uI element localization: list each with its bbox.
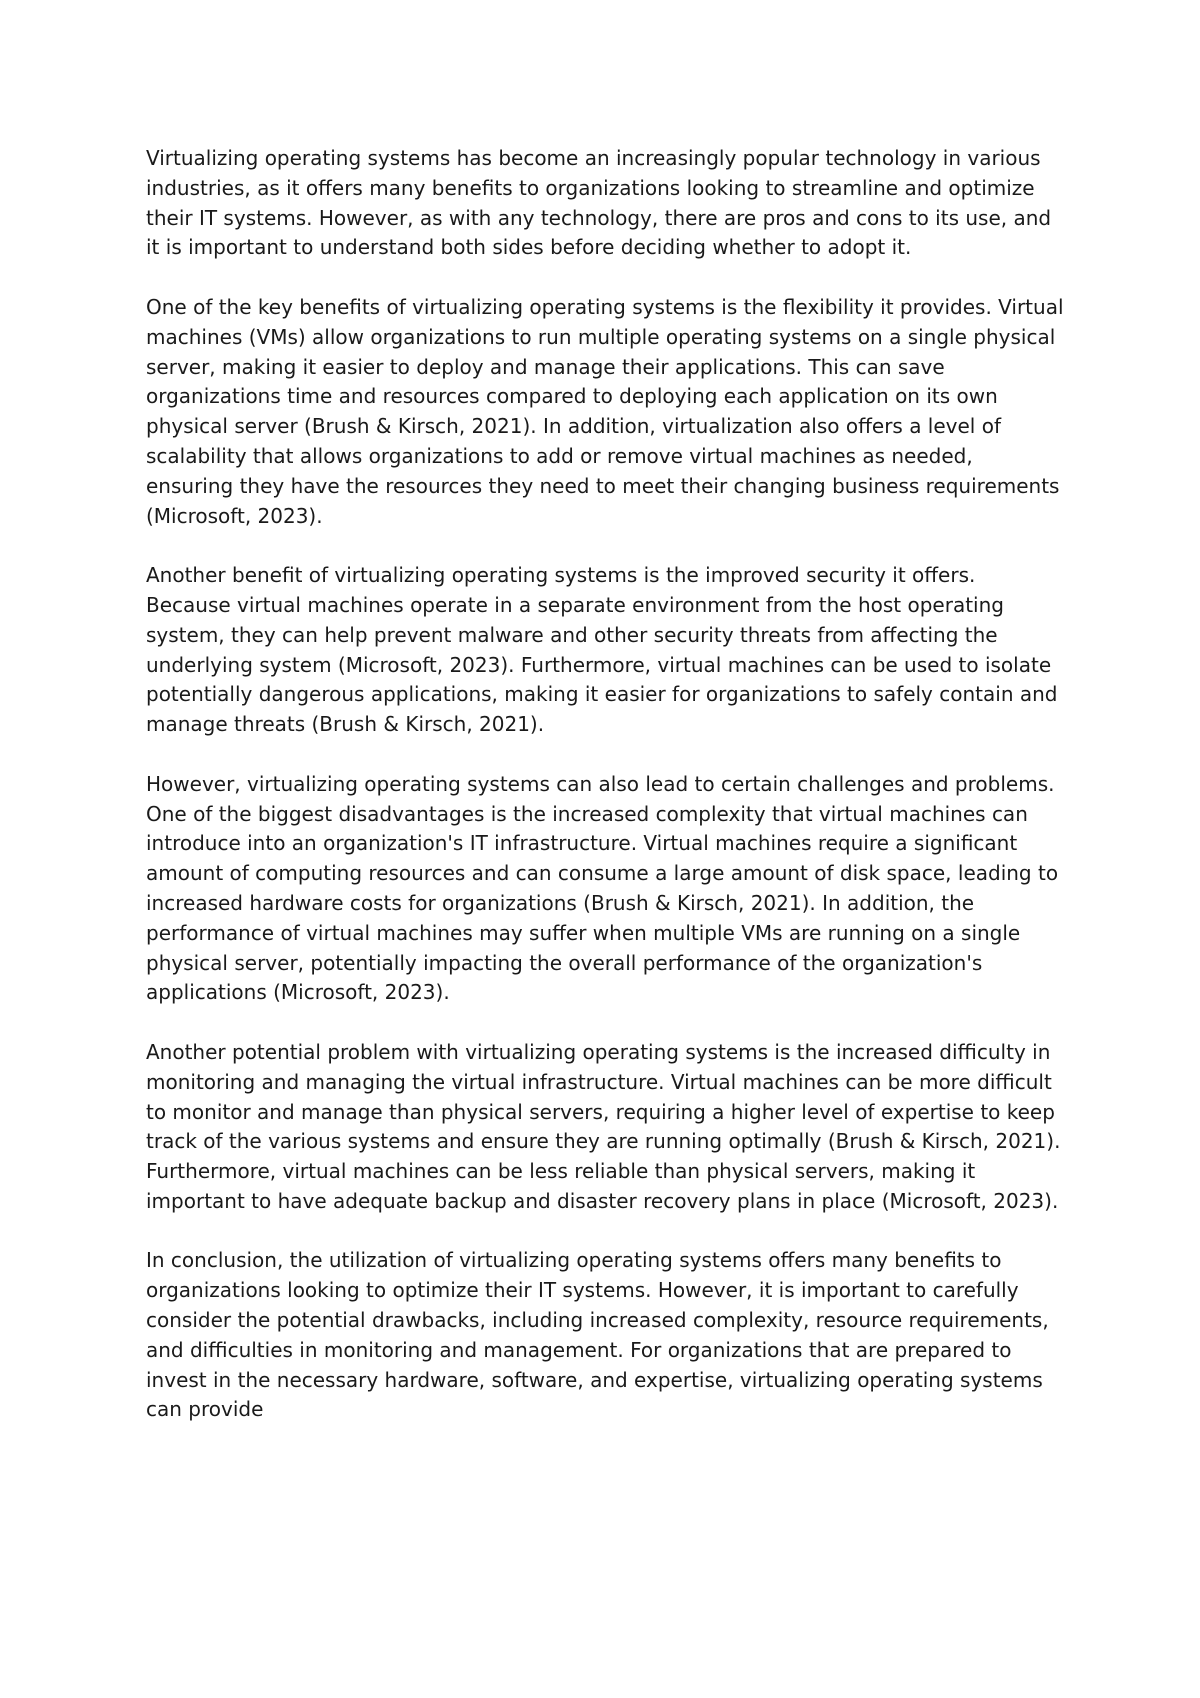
paragraph-conclusion: In conclusion, the utilization of virtualizing operating systems offers many benefits to organizations looking to optimize their IT systems. However, it is important to carefully consider the potential drawbacks, including increased complexity, resource requirements, and difficulties in monitoring and management. For organizations that are prepared to invest in the necessary hardware, software, and expertise, virtualizing operating systems can provide	[146, 1248, 1049, 1422]
paragraph-flexibility: One of the key benefits of virtualizing operating systems is the flexibility it provides. Virtual machines (VMs) allow organizations to run multiple operating systems on a single physical server, making it easier to deploy and manage their applications. This can save organizations time and resources compared to deploying each application on its own physical server (Brush & Kirsch, 2021). In addition, virtualization also offers a level of scalability that allows organizations to add or remove virtual machines as needed, ensuring they have the resources they need to meet their changing business requirements (Microsoft, 2023).	[146, 294, 1064, 528]
paragraph-security: Another benefit of virtualizing operating systems is the improved security it offers. Because virtual machines operate in a separate environment from the host operating system, they can help prevent malware and other security threats from affecting the underlying system (Microsoft, 2023). Furthermore, virtual machines can be used to isolate potentially dangerous applications, making it easier for organizations to safely contain and manage threats (Brush & Kirsch, 2021).	[146, 563, 1058, 737]
paragraph-complexity: However, virtualizing operating systems can also lead to certain challenges and problems. One of the biggest disadvantages is the increased complexity that virtual machines can introduce into an organization's IT infrastructure. Virtual machines require a significant amount of computing resources and can consume a large amount of disk space, leading to increased hardware costs for organizations (Brush & Kirsch, 2021). In addition, the performance of virtual machines may suffer when multiple VMs are running on a single physical server, potentially impacting the overall performance of the organization's applications (Microsoft, 2023).	[146, 771, 1059, 1005]
paragraph-monitoring: Another potential problem with virtualizing operating systems is the increased difficulty in monitoring and managing the virtual infrastructure. Virtual machines can be more difficult to monitor and manage than physical servers, requiring a higher level of expertise to keep track of the various systems and ensure they are running optimally (Brush & Kirsch, 2021). Furthermore, virtual machines can be less reliable than physical servers, making it important to have adequate backup and disaster recovery plans in place (Microsoft, 2023).	[146, 1039, 1061, 1213]
document-body	[146, 144, 1066, 1425]
paragraph-intro: Virtualizing operating systems has become an increasingly popular technology in various industries, as it offers many benefits to organizations looking to streamline and optimize their IT systems. However, as with any technology, there are pros and cons to its use, and it is important to understand both sides before deciding whether to adopt it.	[146, 146, 1052, 260]
